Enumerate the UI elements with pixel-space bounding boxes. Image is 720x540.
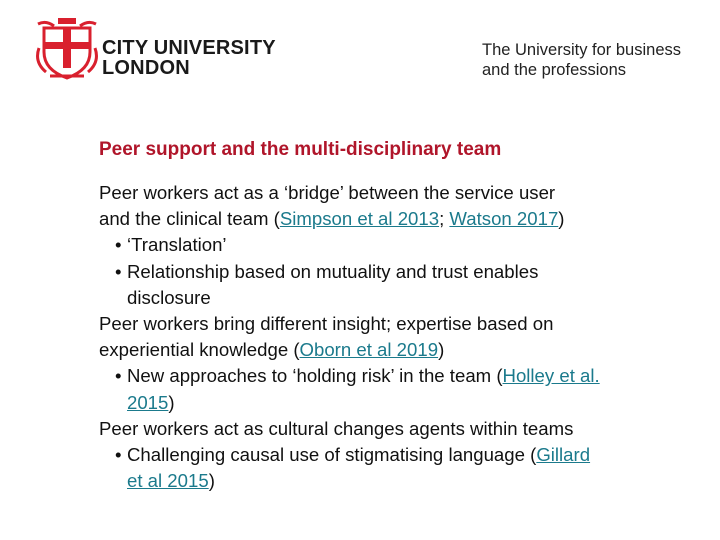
paragraph-text: and the clinical team ( [99,208,280,230]
paragraph-bridge-line2 [99,206,699,232]
bullet-text-line2 [127,468,699,494]
university-crest-logo [36,18,98,82]
bullet-stigmatising-language [99,442,699,494]
reference-link-simpson-2013[interactable]: Simpson et al 2013 [279,208,440,230]
slide-content [99,180,699,494]
separator-text: ; [439,208,450,230]
reference-link-watson-2017[interactable]: Watson 2017 [449,208,559,230]
reference-link-holley-2015[interactable]: Holley et al. [502,365,600,387]
paragraph-bridge-line1: Peer workers act as a ‘bridge’ between the service user [99,182,556,203]
bullet-holding-risk [99,363,699,415]
university-name [102,38,276,78]
bullet-text: ) [168,391,175,413]
paragraph-text: ) [558,208,565,230]
university-tagline [482,40,681,80]
slide-title: Peer support and the multi-disciplinary team [99,139,502,160]
bullet-dot: • [115,260,122,282]
university-name-line2: LONDON [102,57,190,79]
bullet-text-line1: Relationship based on mutuality and trust enables [127,260,539,282]
reference-link-oborn-2019[interactable]: Oborn et al 2019 [299,339,439,361]
paragraph-cultural-change: Peer workers act as cultural changes agents within teams [99,417,574,439]
bullet-text: ‘Translation’ [127,234,227,256]
bullet-text-line1 [127,363,699,389]
bullet-text: New approaches to ‘holding risk’ in the team ( [127,365,503,387]
university-name-line1: CITY UNIVERSITY [102,37,276,59]
paragraph-bridge [99,180,699,232]
bullet-text: Challenging causal use of stigmatising language ( [127,444,537,466]
bullet-text-line2: disclosure [127,286,211,308]
reference-link-holley-2015-cont[interactable]: 2015 [127,391,169,413]
bullet-relationship [99,259,699,311]
paragraph-insight-line1: Peer workers bring different insight; expertise based on [99,313,554,335]
paragraph-text: ) [438,339,445,361]
bullet-text: ) [208,470,215,492]
bullet-dot: • [115,365,122,387]
paragraph-insight-line2 [99,337,699,363]
paragraph-insight [99,311,699,363]
reference-link-gillard-2015[interactable]: Gillard [536,444,591,466]
bullet-dot: • [115,234,122,256]
bullet-translation [99,232,699,258]
bullet-text-line2 [127,390,699,416]
bullet-dot: • [115,444,122,466]
reference-link-gillard-2015-cont[interactable]: et al 2015 [127,470,209,492]
paragraph-text: experiential knowledge ( [99,339,300,361]
tagline-line1: The University for business [482,41,681,59]
tagline-line2: and the professions [482,61,627,79]
bullet-text-line1 [127,442,699,468]
